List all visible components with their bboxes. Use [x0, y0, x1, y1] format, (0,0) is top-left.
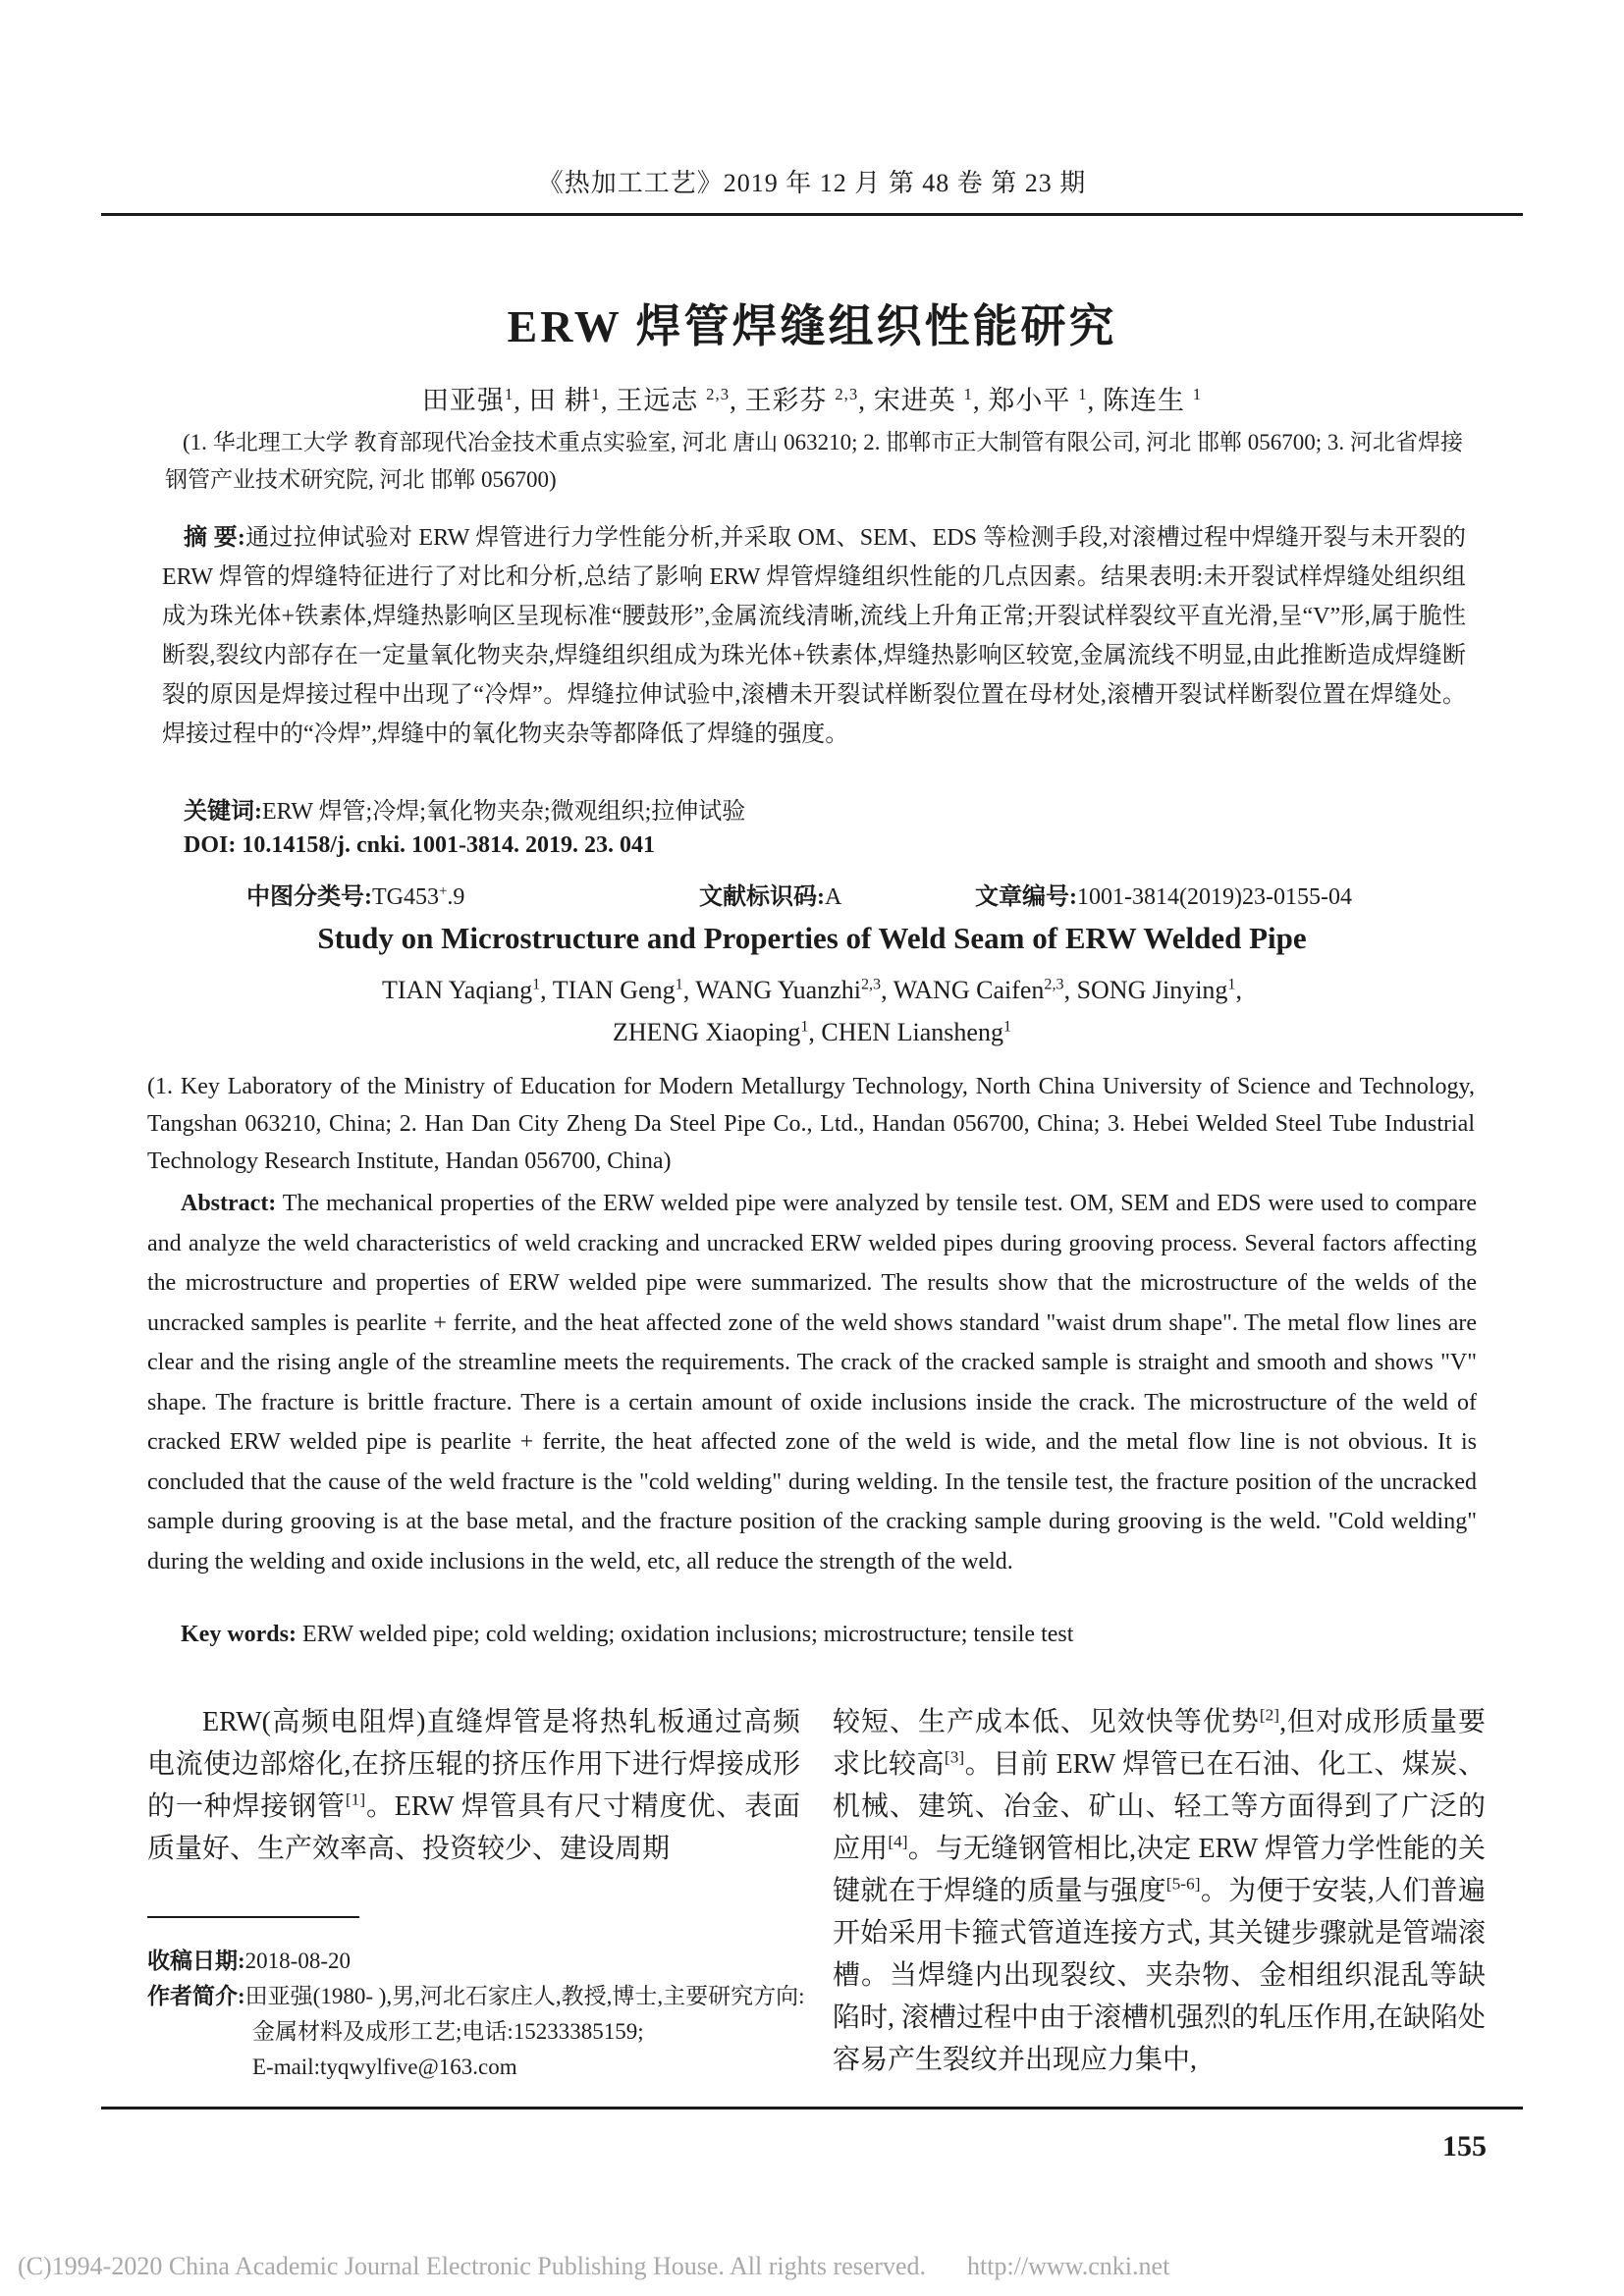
- authors-en-line2: ZHENG Xiaoping$^1$, CHEN Liansheng$^1$: [612, 1018, 1012, 1046]
- classification-row: [0, 877, 1624, 912]
- journal-header: 《热加工工艺》2019 年 12 月 第 48 卷 第 23 期: [537, 169, 1087, 197]
- doi-line: DOI: 10.14158/j. cnki. 1001-3814. 2019. 23. 041: [184, 832, 655, 858]
- clc-label: 中图分类号:: [246, 884, 372, 910]
- copyright-url: http://www.cnki.net: [967, 2252, 1170, 2280]
- document-code-label: 文献标识码:: [699, 884, 825, 910]
- article-number-value: 1001-3814(2019)23-0155-04: [1077, 884, 1352, 910]
- affiliations-en: (1. Key Laboratory of the Ministry of Education for Modern Metallurgy Technology, North China University of Science and Technology, Tangshan 063210, China; 2. Han Dan City Zheng Da Steel Pipe Co., Ltd., Handan 056700, China; 3. Hebei Welded Steel Tube Industrial Technology Research Institute, Handan 056700, China): [147, 1074, 1475, 1174]
- body-left-column: [147, 1701, 800, 1870]
- clc-value: TG453+.9: [372, 883, 465, 910]
- footnote-received-value: 2018-08-20: [244, 1949, 351, 1973]
- keywords-en-text: ERW welded pipe; cold welding; oxidation inclusions; microstructure; tensile test: [301, 1622, 1074, 1647]
- document-code: [699, 877, 841, 911]
- abstract-zh-text: 通过拉伸试验对 ERW 焊管进行力学性能分析,并采取 OM、SEM、EDS 等检测手段,对滚槽过程中焊缝开裂与未开裂的 ERW 焊管的焊缝特征进行了对比和分析,总结了影响 ERW 焊管焊缝组织性能的几点因素。结果表明:未开裂试样焊缝处组织组成为珠光体+铁素体,焊缝热影响区呈现标准“腰鼓形”,金属流线清晰,流线上升角正常;开裂试样裂纹平直光滑,呈“V”形,属于脆性断裂,裂纹内部存在一定量氧化物夹杂,焊缝组织组成为珠光体+铁素体,焊缝热影响区较宽,金属流线不明显,由此推断造成焊缝断裂的原因是焊接过程中出现了“冷焊”。焊缝拉伸试验中,滚槽未开裂试样断裂位置在母材处,滚槽开裂试样断裂位置在焊缝处。焊接过程中的“冷焊”,焊缝中的氧化物夹杂等都降低了焊缝的强度。: [162, 525, 1467, 747]
- footnote-received-label: 收稿日期:: [147, 1949, 245, 1973]
- article-number-label: 文章编号:: [975, 884, 1077, 910]
- document-code-value: A: [825, 884, 842, 910]
- body-paragraph-left: ERW(高频电阻焊)直缝焊管是将热轧板通过高频电流使边部熔化,在挤压辊的挤压作用下进行焊接成形的一种焊接钢管[1]。ERW 焊管具有尺寸精度优、表面质量好、生产效率高、投资较少、建设周期: [147, 1707, 800, 1864]
- abstract-en-text: The mechanical properties of the ERW welded pipe were analyzed by tensile test. OM, SEM and EDS were used to compare and analyze the weld characteristics of weld cracking and uncracked ERW welded pipes during grooving process. Several factors affecting the microstructure and properties of ERW welded pipe were summarized. The results show that the microstructure of the welds of the uncracked samples is pearlite + ferrite, and the heat affected zone of the weld shows standard "waist drum shape". The metal flow lines are clear and the rising angle of the streamline meets the requirements. The crack of the cracked sample is straight and smooth and shows "V" shape. The fracture is brittle fracture. There is a certain amount of oxide inclusions inside the crack. The microstructure of the weld of cracked ERW welded pipe is pearlite + ferrite, the heat affected zone of the weld is wide, and the metal flow line is not obvious. It is concluded that the cause of the weld fracture is the "cold welding" during welding. In the tensile test, the fracture position of the uncracked sample during grooving is at the base metal, and the fracture position of the cracking sample during grooving is the weld. "Cold welding" during the welding and oxide inclusions in the weld, etc, all reduce the strength of the weld.: [147, 1191, 1477, 1575]
- article-title-en: Study on Microstructure and Properties of Weld Seam of ERW Welded Pipe: [317, 921, 1307, 955]
- header-rule: [101, 213, 1523, 216]
- copyright-bar: [18, 2252, 1589, 2281]
- keywords-en-label: Key words:: [181, 1622, 297, 1647]
- article-number: [975, 877, 1352, 911]
- footnote-bio-label: 作者简介:: [147, 1984, 245, 2008]
- bottom-rule: [101, 2107, 1523, 2109]
- footnote-separator: [147, 1916, 359, 1918]
- footnote-email: E-mail:tyqwylfive@163.com: [252, 2055, 517, 2079]
- footnote-author-bio: [147, 1979, 825, 2050]
- keywords-en: [147, 1622, 1477, 1648]
- authors-zh: 田亚强$^1$, 田 耕$^1$, 王远志 $^{2,3}$, 王彩芬 $^{2,3}$, 宋进英 $^1$, 郑小平 $^1$, 陈连生 $^1$: [421, 385, 1203, 415]
- article-title-zh: ERW 焊管焊缝组织性能研究: [507, 301, 1117, 351]
- affiliations-zh: (1. 华北理工大学 教育部现代冶金技术重点实验室, 河北 唐山 063210; 2. 邯郸市正大制管有限公司, 河北 邯郸 056700; 3. 河北省焊接钢管产业技术研究院, 河北 邯郸 056700): [165, 430, 1463, 492]
- abstract-zh: [162, 518, 1466, 754]
- footnote-received: [147, 1944, 825, 1979]
- copyright-text: (C)1994-2020 China Academic Journal Electronic Publishing House. All rights reserved.: [18, 2252, 926, 2280]
- clc-number: [246, 877, 464, 911]
- footnote-bio-value: 田亚强(1980- ),男,河北石家庄人,教授,博士,主要研究方向:金属材料及成形工艺;电话:15233385159;: [244, 1984, 805, 2044]
- abstract-zh-label: 摘 要:: [184, 525, 245, 551]
- authors-en-line1: TIAN Yaqiang$^1$, TIAN Geng$^1$, WANG Yuanzhi$^{2,3}$, WANG Caifen$^{2,3}$, SONG Jinying$^1$,: [382, 976, 1242, 1004]
- keywords-zh-label: 关键词:: [184, 799, 262, 825]
- abstract-en-label: Abstract:: [181, 1191, 277, 1216]
- page-number: 155: [1442, 2130, 1487, 2163]
- keywords-zh-text: ERW 焊管;冷焊;氧化物夹杂;微观组织;拉伸试验: [262, 799, 746, 825]
- abstract-en: [147, 1184, 1477, 1581]
- keywords-zh: [184, 791, 1470, 826]
- body-right-column: [833, 1701, 1486, 2081]
- body-paragraph-right: 较短、生产成本低、见效快等优势[2],但对成形质量要求比较高[3]。目前 ERW 焊管已在石油、化工、煤炭、机械、建筑、冶金、矿山、轻工等方面得到了广泛的应用[4]。与无缝钢管相比,决定 ERW 焊管力学性能的关键就在于焊缝的质量与强度[5-6]。为便于安装,人们普遍开始采用卡箍式管道连接方式, 其关键步骤就是管端滚槽。当焊缝内出现裂纹、夹杂物、金相组织混乱等缺陷时, 滚槽过程中由于滚槽机强烈的轧压作用,在缺陷处容易产生裂纹并出现应力集中,: [833, 1705, 1487, 2075]
- footnote-block: [147, 1944, 825, 2085]
